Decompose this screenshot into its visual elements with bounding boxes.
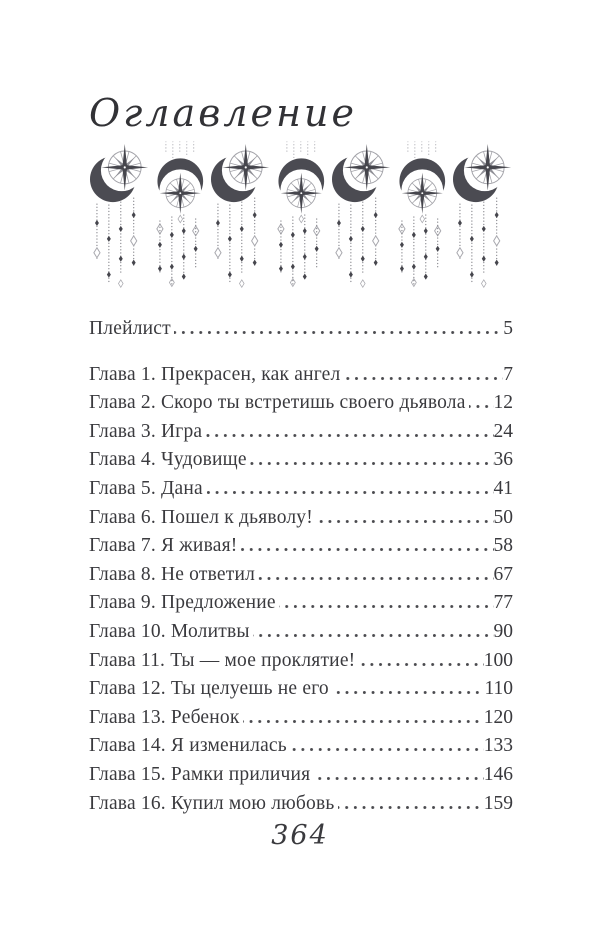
toc-entry-page: 41 bbox=[493, 477, 513, 499]
toc-leader-dots bbox=[279, 605, 494, 608]
toc-entry-title: Глава 8. Не ответил bbox=[89, 563, 256, 585]
toc-entry-title: Глава 13. Ребенок bbox=[89, 706, 240, 728]
toc-entry-page: 77 bbox=[493, 592, 513, 614]
toc-leader-dots bbox=[250, 462, 494, 465]
table-of-contents bbox=[89, 315, 513, 818]
toc-row bbox=[89, 675, 513, 704]
toc-entry-title: Глава 3. Игра bbox=[89, 420, 203, 442]
toc-leader-dots bbox=[332, 691, 485, 694]
toc-entry-title: Глава 1. Прекрасен, как ангел bbox=[89, 363, 341, 385]
toc-entry-title: Глава 11. Ты — мое проклятие! bbox=[89, 649, 356, 671]
toc-leader-dots bbox=[240, 548, 493, 551]
footer-page-number: 364 bbox=[271, 820, 329, 851]
toc-leader-dots bbox=[343, 377, 503, 380]
toc-entry-page: 120 bbox=[483, 706, 513, 728]
toc-row bbox=[89, 790, 513, 819]
toc-entry-page: 5 bbox=[503, 318, 513, 339]
toc-entry-page: 133 bbox=[483, 735, 513, 757]
toc-row bbox=[89, 761, 513, 790]
toc-row bbox=[89, 361, 513, 390]
page-content bbox=[89, 0, 513, 818]
toc-row bbox=[89, 732, 513, 761]
toc-entry-title: Глава 4. Чудовище bbox=[89, 449, 247, 471]
toc-entry-title: Глава 10. Молитвы bbox=[89, 620, 250, 642]
toc-row bbox=[89, 446, 513, 475]
toc-entry-page: 90 bbox=[493, 620, 513, 642]
toc-entry-title: Глава 16. Купил мою любовь bbox=[89, 792, 335, 814]
toc-row bbox=[89, 389, 513, 418]
toc-row bbox=[89, 418, 513, 447]
toc-entry-page: 50 bbox=[493, 506, 513, 528]
toc-entry-title: Глава 2. Скоро ты встретишь своего дьявола bbox=[89, 392, 466, 414]
toc-row bbox=[89, 504, 513, 533]
toc-leader-dots bbox=[338, 806, 484, 809]
toc-entry-title: Глава 14. Я изменилась bbox=[89, 735, 287, 757]
toc-leader-dots bbox=[469, 405, 494, 408]
toc-entry-page: 58 bbox=[493, 535, 513, 557]
toc-leader-dots bbox=[358, 663, 483, 666]
toc-entry-page: 67 bbox=[493, 563, 513, 585]
toc-row bbox=[89, 589, 513, 618]
toc-row bbox=[89, 704, 513, 733]
compass-crescent-dreamcatcher-icon bbox=[331, 141, 392, 293]
toc-row bbox=[89, 647, 513, 676]
compass-crescent-dreamcatcher-icon bbox=[392, 141, 453, 293]
toc-leader-dots bbox=[253, 634, 494, 637]
toc-entry-page: 12 bbox=[493, 392, 513, 414]
toc-row bbox=[89, 532, 513, 561]
toc-entry-title: Глава 12. Ты целуешь не его bbox=[89, 678, 329, 700]
ornament-row bbox=[89, 141, 513, 293]
toc-entry-title: Глава 5. Дана bbox=[89, 477, 203, 499]
toc-leader-dots bbox=[206, 491, 494, 494]
page-title: Оглавление bbox=[89, 91, 358, 135]
toc-entry-page: 146 bbox=[483, 763, 513, 785]
toc-entry-page: 110 bbox=[484, 678, 513, 700]
toc-row bbox=[89, 315, 513, 344]
toc-leader-dots bbox=[205, 434, 493, 437]
toc-leader-dots bbox=[316, 520, 494, 523]
toc-entry-title: Плейлист bbox=[89, 318, 171, 339]
toc-entry-page: 100 bbox=[483, 649, 513, 671]
toc-entry-page: 159 bbox=[483, 792, 513, 814]
toc-leader-dots bbox=[174, 331, 503, 334]
compass-crescent-dreamcatcher-icon bbox=[89, 141, 150, 293]
toc-entry-title: Глава 15. Рамки приличия bbox=[89, 763, 311, 785]
compass-crescent-dreamcatcher-icon bbox=[452, 141, 513, 293]
toc-leader-dots bbox=[243, 720, 484, 723]
toc-leader-dots bbox=[290, 748, 484, 751]
toc-entry-title: Глава 7. Я живая! bbox=[89, 535, 238, 557]
compass-crescent-dreamcatcher-icon bbox=[271, 141, 332, 293]
toc-row bbox=[89, 475, 513, 504]
toc-leader-dots bbox=[258, 577, 493, 580]
toc-row bbox=[89, 618, 513, 647]
toc-entry-page: 36 bbox=[493, 449, 513, 471]
compass-crescent-dreamcatcher-icon bbox=[150, 141, 211, 293]
toc-entry-page: 24 bbox=[493, 420, 513, 442]
toc-row bbox=[89, 561, 513, 590]
compass-crescent-dreamcatcher-icon bbox=[210, 141, 271, 293]
toc-leader-dots bbox=[313, 777, 483, 780]
toc-entry-title: Глава 9. Предложение bbox=[89, 592, 276, 614]
toc-entry-title: Глава 6. Пошел к дьяволу! bbox=[89, 506, 313, 528]
toc-entry-page: 7 bbox=[503, 363, 513, 385]
